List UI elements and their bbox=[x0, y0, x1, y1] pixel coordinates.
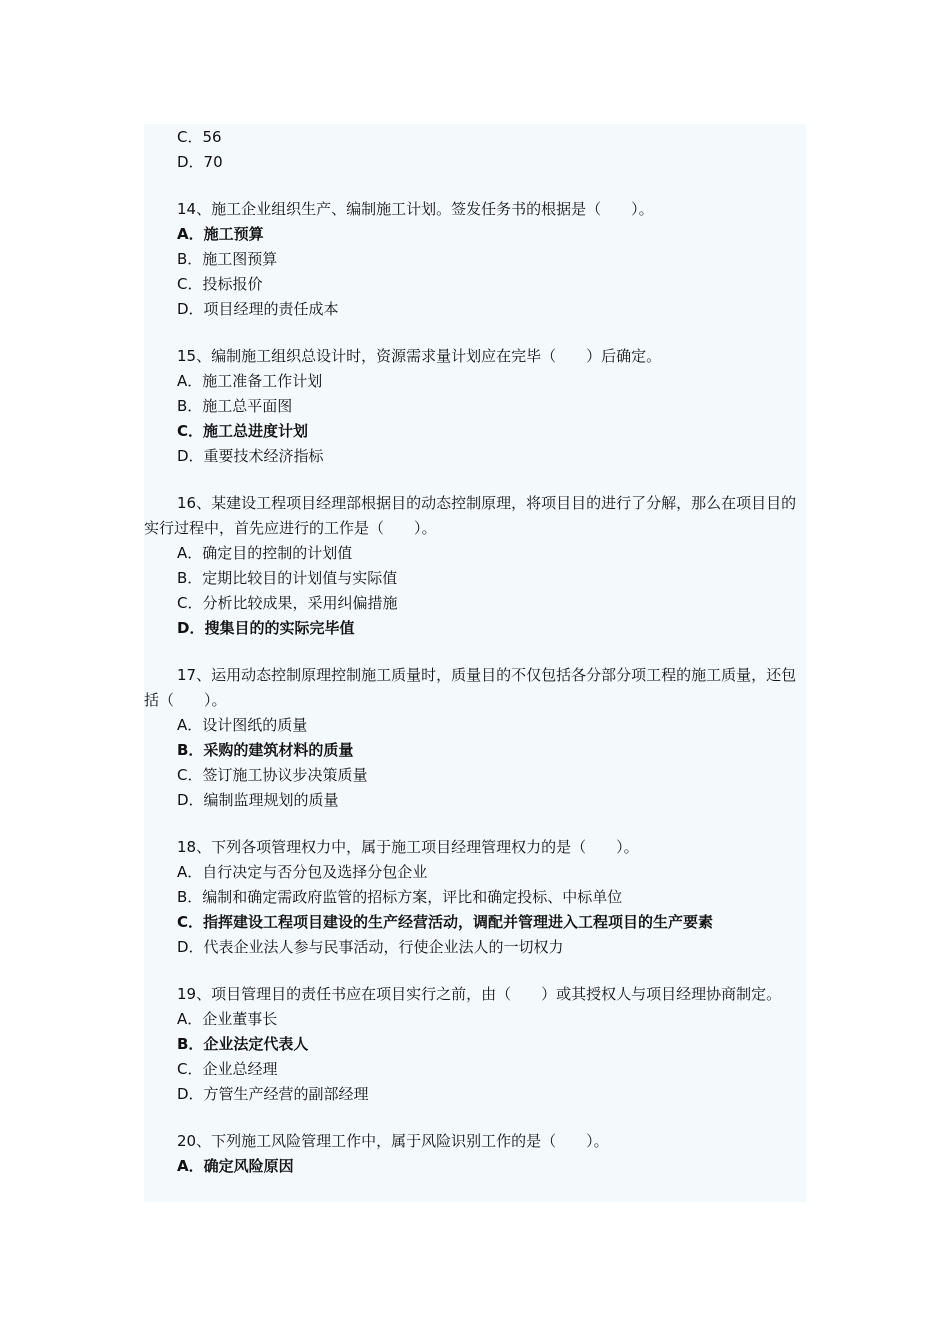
question-content bbox=[144, 125, 806, 1179]
option-b: B．编制和确定需政府监管的招标方案，评比和确定投标、中标单位 bbox=[177, 888, 623, 906]
option-d: D．方管生产经营的副部经理 bbox=[177, 1085, 369, 1103]
option-b: B．定期比较目的计划值与实际值 bbox=[177, 569, 398, 587]
option-d: D．代表企业法人参与民事活动，行使企业法人的一切权力 bbox=[177, 938, 564, 956]
option-a: A．确定目的控制的计划值 bbox=[177, 544, 353, 562]
question-stem: 20、下列施工风险管理工作中，属于风险识别工作的是（ ）。 bbox=[177, 1132, 609, 1150]
option-b: B．施工图预算 bbox=[177, 250, 278, 268]
option-b-answer: B．企业法定代表人 bbox=[177, 1035, 309, 1053]
option-a: A．施工准备工作计划 bbox=[177, 372, 323, 390]
question-stem: 17、运用动态控制原理控制施工质量时，质量目的不仅包括各分部分项工程的施工质量，还包括（ ）。 bbox=[144, 666, 797, 709]
option-a: A．设计图纸的质量 bbox=[177, 716, 308, 734]
question-stem: 19、项目管理目的责任书应在项目实行之前，由（ ）或其授权人与项目经理协商制定。 bbox=[177, 985, 782, 1003]
question-stem: 18、下列各项管理权力中，属于施工项目经理管理权力的是（ ）。 bbox=[177, 838, 639, 856]
option-c: C．企业总经理 bbox=[177, 1060, 278, 1078]
option-c-answer: C．指挥建设工程项目建设的生产经营活动，调配并管理进入工程项目的生产要素 bbox=[177, 913, 714, 931]
option-c-answer: C．施工总进度计划 bbox=[177, 422, 309, 440]
option-d: D．重要技术经济指标 bbox=[177, 447, 324, 465]
option-d: D．70 bbox=[177, 153, 223, 171]
option-a: A．自行决定与否分包及选择分包企业 bbox=[177, 863, 428, 881]
option-c: C．签订施工协议步决策质量 bbox=[177, 766, 368, 784]
question-stem: 16、某建设工程项目经理部根据目的动态控制原理，将项目目的进行了分解，那么在项目目的实行过程中，首先应进行的工作是（ ）。 bbox=[144, 494, 797, 537]
option-b: B．施工总平面图 bbox=[177, 397, 293, 415]
option-a-answer: A．确定风险原因 bbox=[177, 1157, 294, 1175]
option-c: C．分析比较成果，采用纠偏措施 bbox=[177, 594, 398, 612]
question-stem: 15、编制施工组织总设计时，资源需求量计划应在完毕（ ）后确定。 bbox=[177, 347, 662, 365]
option-b-answer: B．采购的建筑材料的质量 bbox=[177, 741, 354, 759]
option-a-answer: A．施工预算 bbox=[177, 225, 264, 243]
option-d-answer: D．搜集目的的实际完毕值 bbox=[177, 619, 355, 637]
option-d: D．项目经理的责任成本 bbox=[177, 300, 339, 318]
option-a: A．企业董事长 bbox=[177, 1010, 278, 1028]
option-d: D．编制监理规划的质量 bbox=[177, 791, 339, 809]
question-stem: 14、施工企业组织生产、编制施工计划。签发任务书的根据是（ ）。 bbox=[177, 200, 654, 218]
option-c: C．56 bbox=[177, 128, 222, 146]
option-c: C．投标报价 bbox=[177, 275, 263, 293]
